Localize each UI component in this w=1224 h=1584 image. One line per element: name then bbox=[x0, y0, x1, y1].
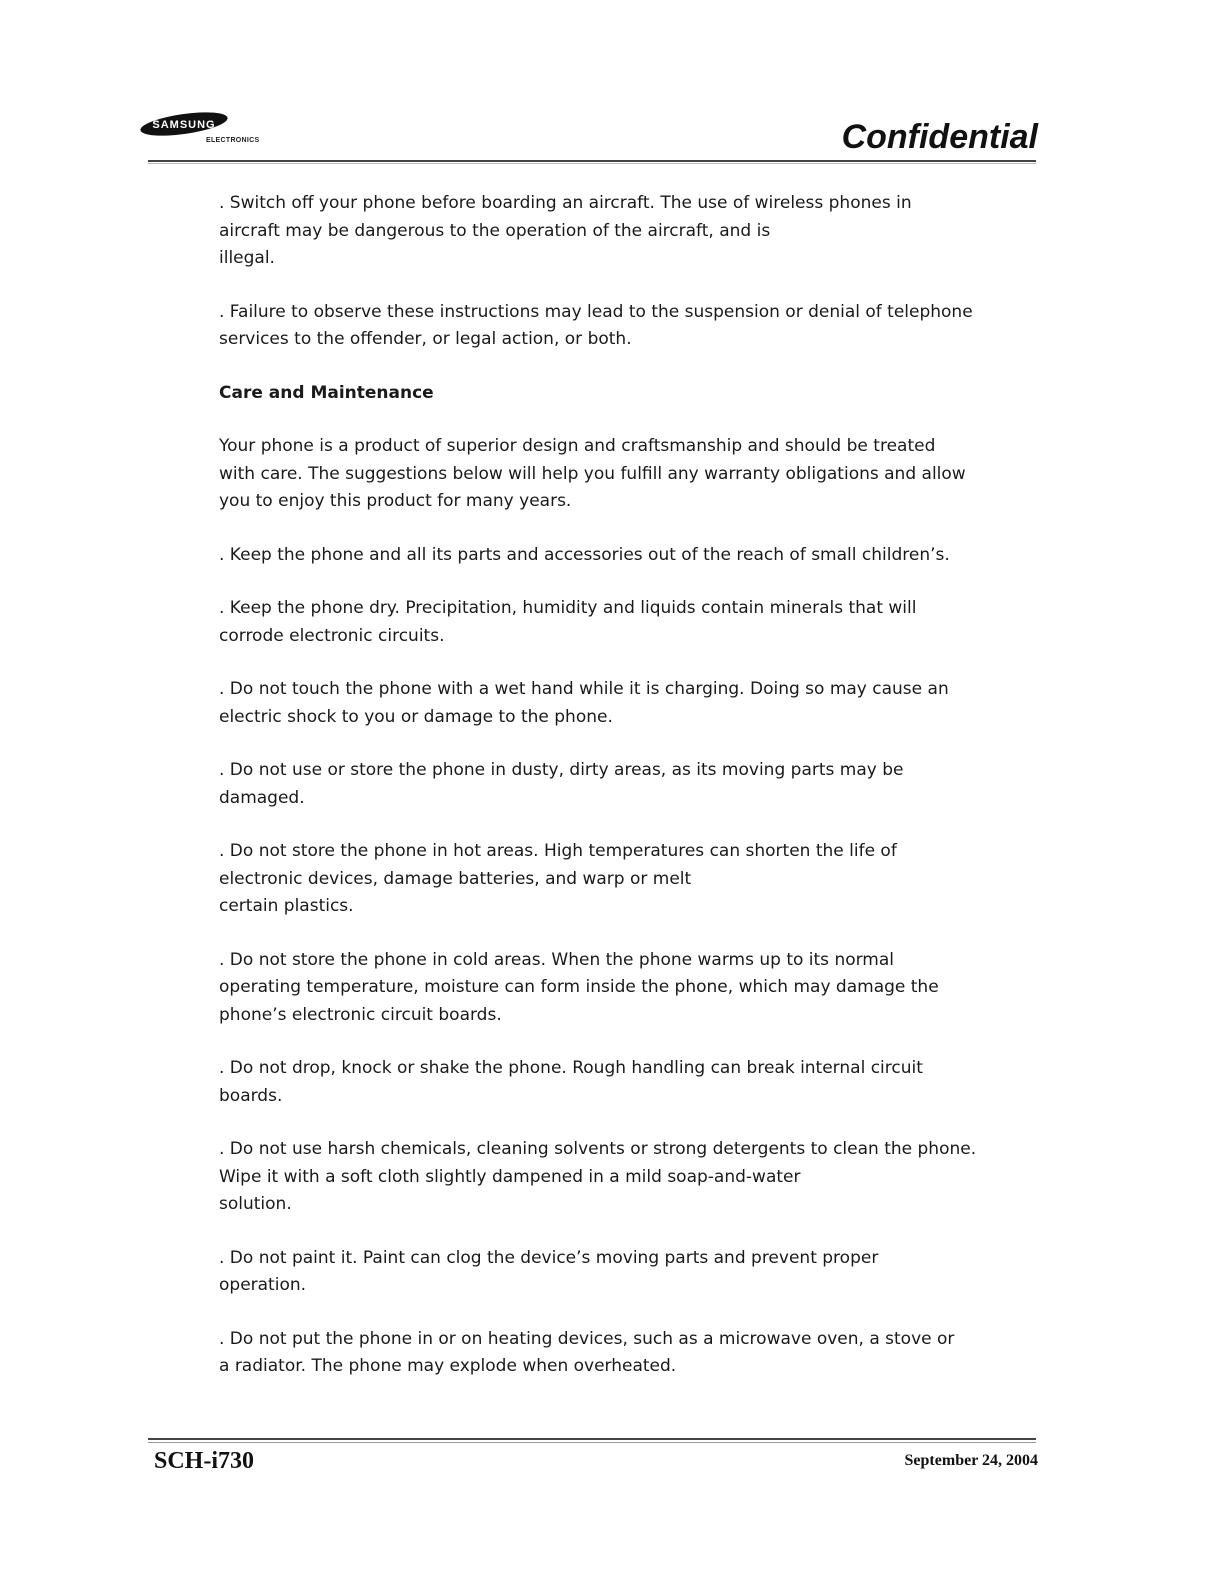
header-divider-thin bbox=[148, 163, 1036, 164]
model-number: SCH-i730 bbox=[154, 1448, 255, 1474]
document-date: September 24, 2004 bbox=[904, 1452, 1038, 1469]
bullet-paint: . Do not paint it. Paint can clog the device’s moving parts and prevent proper operation. bbox=[219, 1247, 879, 1295]
bullet-heating: . Do not put the phone in or on heating devices, such as a microwave oven, a stove or a radiator. The phone may explode when overheated. bbox=[219, 1328, 955, 1376]
bullet-aircraft: . Switch off your phone before boarding an aircraft. The use of wireless phones in aircraft may be dangerous to the operation of the aircraft, and is illegal. bbox=[219, 193, 912, 268]
footer-divider bbox=[148, 1438, 1036, 1440]
bullet-chemicals: . Do not use harsh chemicals, cleaning solvents or strong detergents to clean the phone. Wipe it with a soft cloth slightly dampened in a mild soap-and-water solution. bbox=[219, 1139, 977, 1214]
section-heading: Care and Maintenance bbox=[219, 382, 434, 403]
bullet-dusty: . Do not use or store the phone in dusty, dirty areas, as its moving parts may be damaged. bbox=[219, 760, 904, 808]
bullet-dry: . Keep the phone dry. Precipitation, humidity and liquids contain minerals that will corrode electronic circuits. bbox=[219, 598, 917, 646]
bullet-children: . Keep the phone and all its parts and accessories out of the reach of small children’s. bbox=[219, 544, 950, 565]
logo-subtext: ELECTRONICS bbox=[206, 137, 260, 144]
page-content bbox=[219, 190, 1019, 1407]
bullet-drop: . Do not drop, knock or shake the phone. Rough handling can break internal circuit boards. bbox=[219, 1058, 923, 1106]
bullet-cold: . Do not store the phone in cold areas. When the phone warms up to its normal operating temperature, moisture can form inside the phone, which may damage the phone’s electronic circuit boards. bbox=[219, 949, 939, 1025]
section-intro: Your phone is a product of superior design and craftsmanship and should be treated with care. The suggestions below will help you fulfill any warranty obligations and allow you to enjoy this product for many years. bbox=[219, 436, 966, 511]
bullet-wet-hand: . Do not touch the phone with a wet hand while it is charging. Doing so may cause an electric shock to you or damage to the phone. bbox=[219, 679, 949, 727]
samsung-logo-text: SAMSUNG bbox=[152, 119, 216, 131]
bullet-hot: . Do not store the phone in hot areas. High temperatures can shorten the life of electronic devices, damage batteries, and warp or melt certain plastics. bbox=[219, 841, 897, 916]
header-divider bbox=[148, 160, 1036, 162]
bullet-failure: . Failure to observe these instructions may lead to the suspension or denial of telephone services to the offender, or legal action, or both. bbox=[219, 301, 973, 349]
confidential-label: Confidential bbox=[841, 118, 1038, 156]
footer-divider-thin bbox=[148, 1442, 1036, 1443]
